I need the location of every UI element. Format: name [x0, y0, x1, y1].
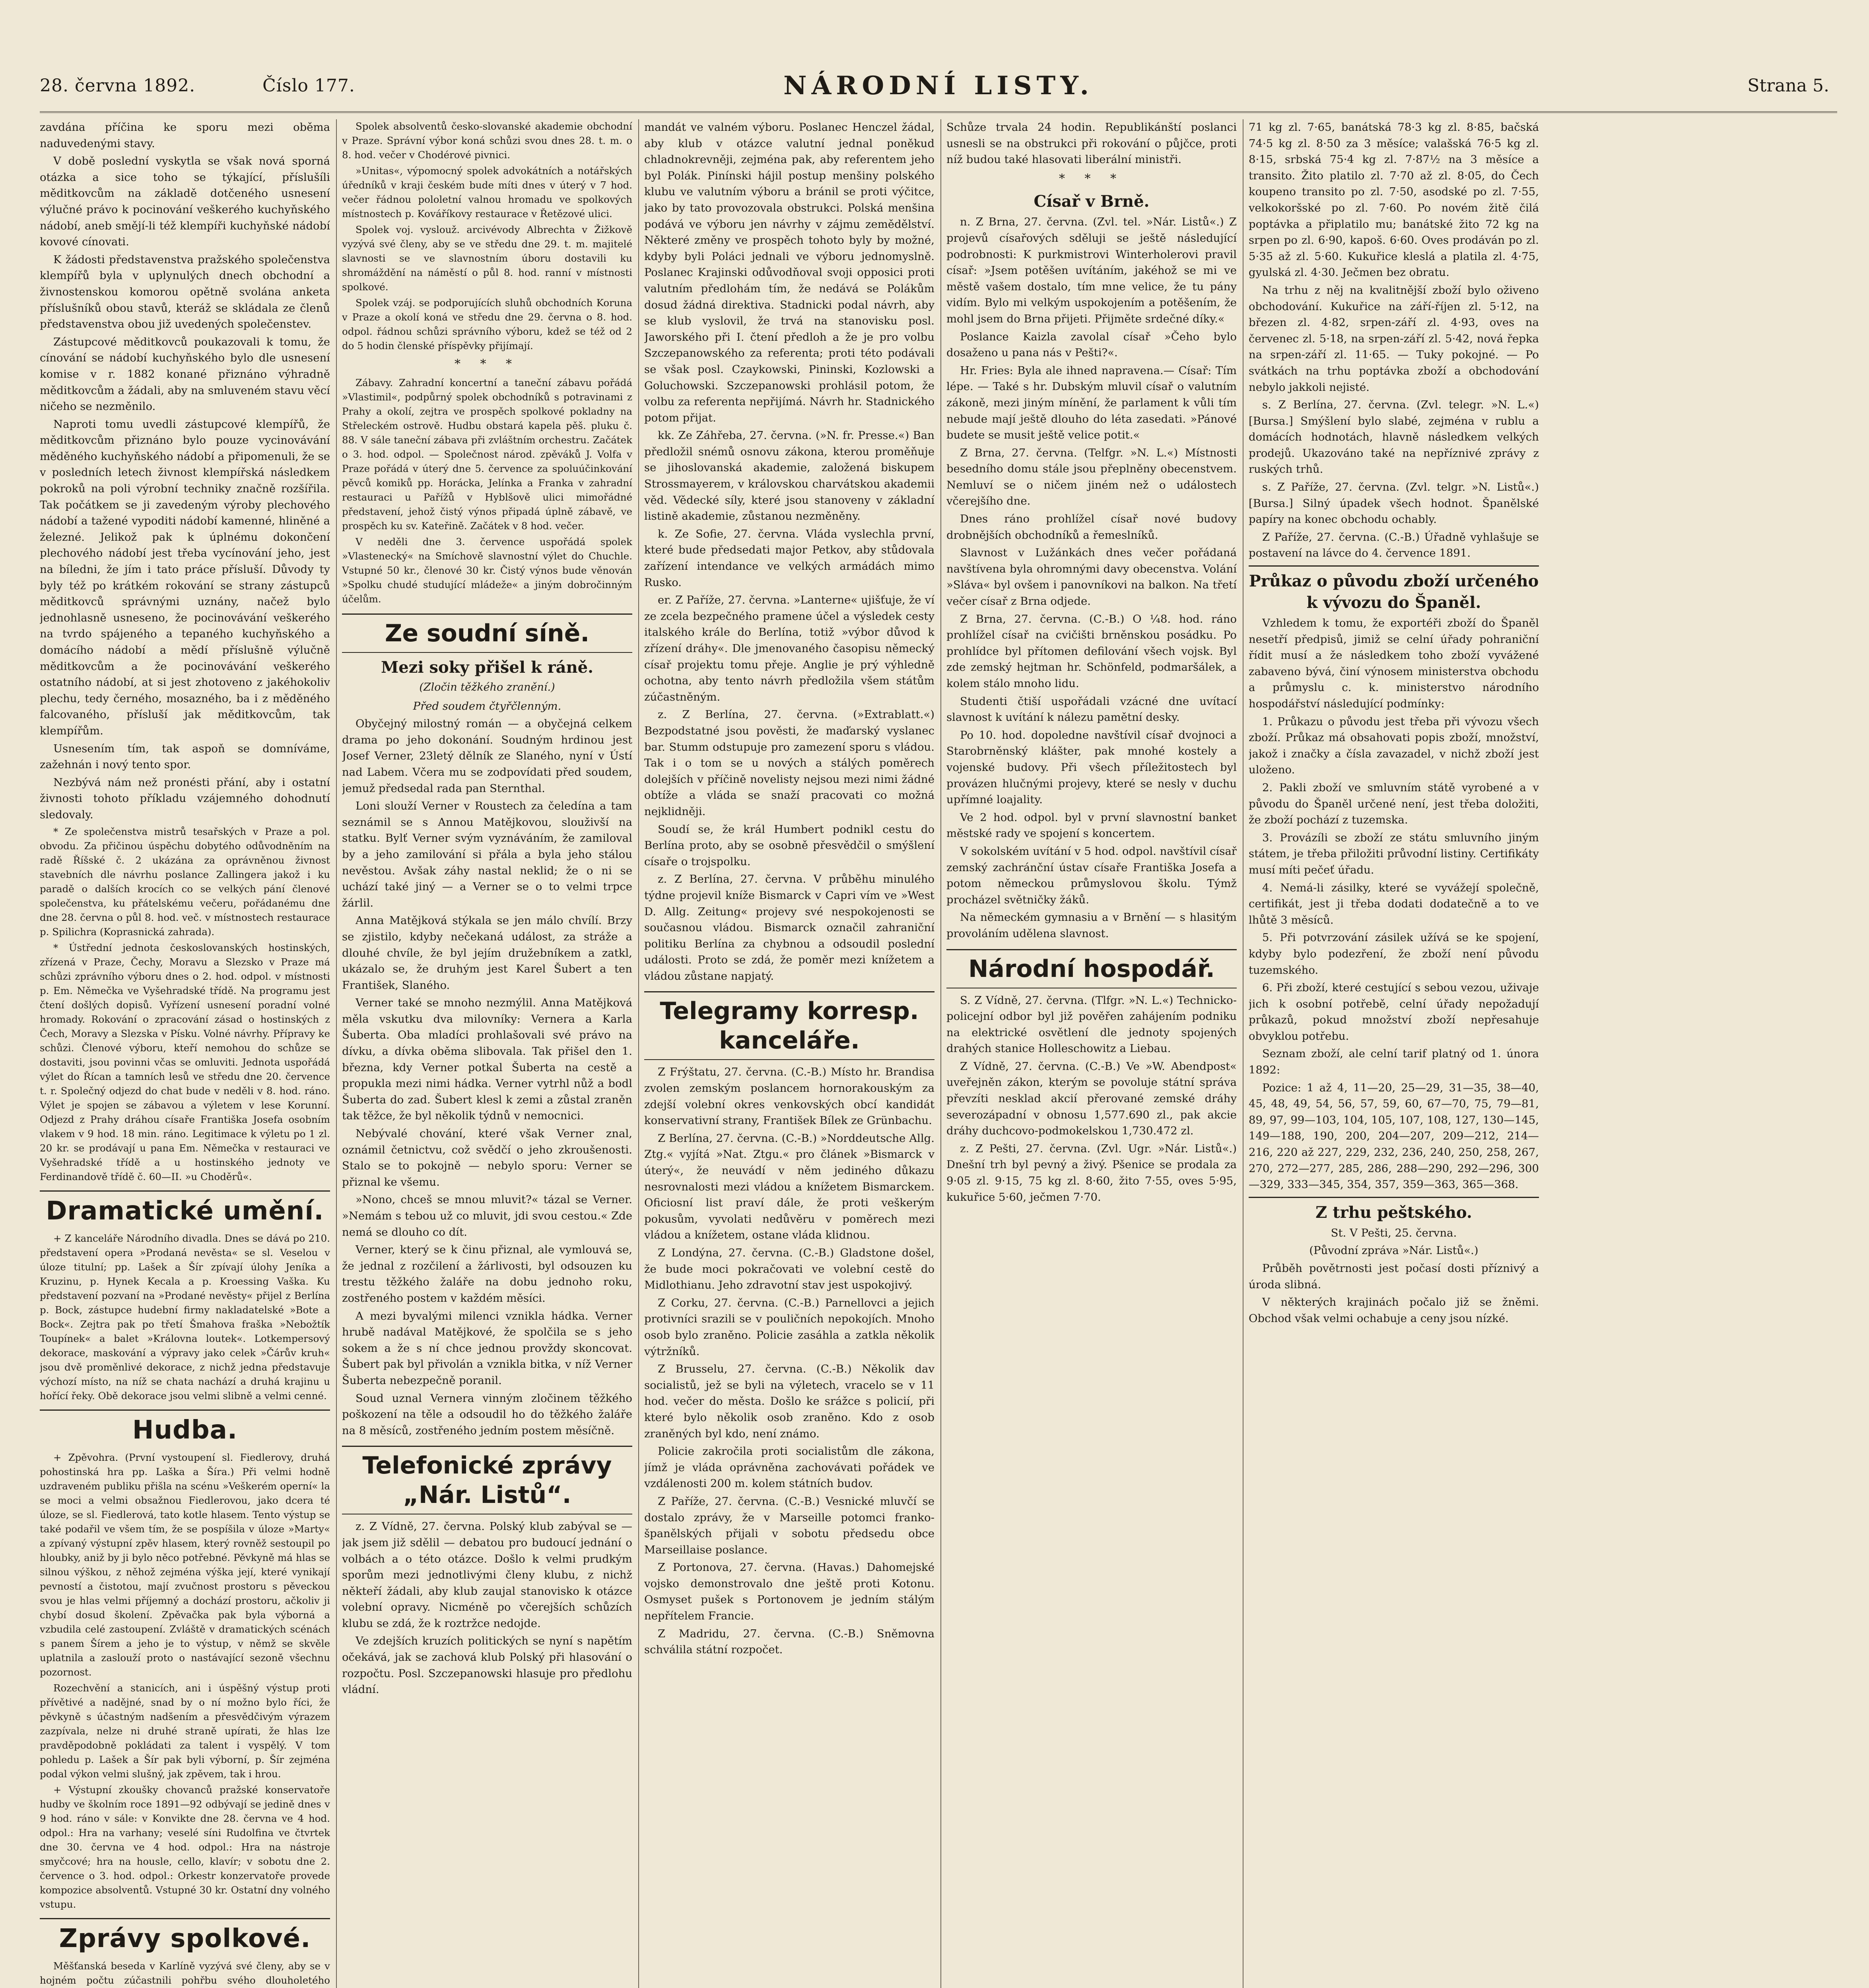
article-text: Soud uznal Vernera vinným zločinem těžkého poškození na těle a odsoudil ho do těžkého žaláře na 8 měsíců, zostřeného jedním postem měsíčně. — [342, 1392, 632, 1437]
section-heading-telegramy: Telegramy korresp. kanceláře. — [644, 991, 934, 1060]
article-text: 4. Nemá-li zásilky, které se vyvážejí společně, certifikát, jest ji třeba dodati dodatečně a to ve lhůtě 3 měsíců. — [1249, 881, 1539, 926]
article-text: Policie zakročila proti socialistům dle zákona, jímž je vláda oprávněna zachovávati pořádek ve vzdálenosti 200 m. kolem státních budov. — [644, 1445, 934, 1490]
article-text: A mezi byvalými milenci vznikla hádka. Verner hrubě nadával Matějkové, že spolčila se s jeho sokem a že s ní chce jednou provždy skoncovat. Šubert pak byl přivolán a vznikla bitka, v níž Verner Šuberta nebezpečně poranil. — [342, 1309, 632, 1387]
article-subtitle: (Zločin těžkého zranění.) — [419, 681, 555, 693]
article-text: zavdána příčina ke sporu mezi oběma naduvedenými stavy. — [40, 121, 330, 150]
column-4 — [946, 119, 1237, 1988]
masthead — [40, 68, 1837, 113]
article-text: 5. Při potvrzování zásilek užívá se ke spojení, kdyby bylo podezření, že zboží není původu tuzemského. — [1249, 931, 1539, 977]
article-text: Z Londýna, 27. června. (C.-B.) Gladstone došel, že bude moci pokračovati ve volební cestě do Midlothianu. Jeho zdravotní stav jest uspokojivý. — [644, 1246, 934, 1292]
article-text: Nezbývá nám než pronésti přání, aby i ostatní živnosti tohoto příkladu vzájemného dohodnutí sledovaly. — [40, 776, 330, 821]
article-text: V některých krajinách počalo již se žněmi. Obchod však velmi ochabuje a ceny jsou nízké. — [1249, 1296, 1539, 1325]
article-text: Schůze trvala 24 hodin. Republikánští poslanci usnesli se na obstrukci při rokování o půjčce, proti níž budou také hlasovati liberální ministři. — [946, 121, 1237, 166]
article-text: Z Madridu, 27. června. (C.-B.) Sněmovna schválila státní rozpočet. — [644, 1627, 934, 1656]
section-heading-telefon: Telefonické zprávy „Nár. Listů“. — [342, 1446, 632, 1514]
article-text: V době poslední vyskytla se však nová sporná otázka a sice toho se týkající, příslušíli měditkovcům na základě dotčeného usnesení výlučné právo k pocinování veškerého kuchyňského nádobí, aneb smějí-li též klempíři kuchyňské nádobí kovové cínovati. — [40, 155, 330, 248]
article-text: Z Frýštatu, 27. června. (C.-B.) Místo hr. Brandisa zvolen zemským poslancem hornorakouským za zdejší volební okres venkovských obcí kandidát konservativní strany, František Bílek ze Grünbachu. — [644, 1066, 934, 1127]
article-text: Loni slouží Verner v Roustech za čeledína a tam seznámil se s Annou Matějkovou, slouživší na statku. Bylť Verner svým vyznáváním, že zamiloval by a jeho zamilování si přála a byla jeho stálou nevěstou. Avšak záhy nastal neklid; že o ni se uchází také jiný — a Verner se o to velmi trpce žárlil. — [342, 800, 632, 909]
article-text: V neděli dne 3. července uspořádá spolek »Vlastenecký« na Smíchově slavnostní výlet do Chuchle. Vstupné 50 kr., členové 30 kr. Čistý výnos bude věnován »Spolku chudé studující mládeže« a jiným dobročinným účelům. — [342, 536, 632, 605]
article-text: Z Corku, 27. června. (C.-B.) Parnellovci a jejich protivníci srazili se v pouličních nepokojích. Mnoho osob bylo zraněno. Policie zasáhla a zatkla několik výtržníků. — [644, 1296, 934, 1358]
issue-number: Číslo 177. — [262, 76, 355, 96]
article-text: 71 kg zl. 7·65, banátská 78·3 kg zl. 8·85, bačská 74·5 kg zl. 8·50 za 3 měsíce; valašská 76·5 kg zl. 8·15, srbská 75·4 kg zl. 7·87½ na 3 měsíce a transito. Žito platilo zl. 7·70 až zl. 8·05, do Čech koupeno transito po zl. 7·50, asodské po zl. 7·55, velkokoršské po zl. 7·60. Po novém žitě čilá poptávka a připlatilo mu; banátské žito 72 kg na srpen po zl. 6·90, kapoš. 6·60. Oves prodáván po zl. 5·35 až zl. 5·60. Kukuřice kleslá a platila zl. 4·75, gyulská zl. 4·30. Ječmen bez obratu. — [1249, 121, 1539, 279]
article-text: Na německém gymnasiu a v Brnění — s hlasitým provoláním udělena slavnost. — [946, 911, 1237, 940]
article-text: + Z kanceláře Národního divadla. Dnes se dává po 210. představení opera »Prodaná nevěsta« se sl. Veselou v úloze titulní; pp. Lašek a Šír zpívají úlohy Jeníka a Kruzinu, p. Hynek Kecala a p. Kroessing Vaška. Ku představení pozvaní na »Prodané nevěsty« přijel z Berlína p. Bock, zástupce hudební firmy nakladatelské »Bote a Bock«. Zejtra pak po třetí Šmahova fraška »Nebožtík Toupínek« a balet »Královna loutek«. Lotkempersový dekorace, maskování a výpravy jako celek »Čárův kruh« jsou dvě proměnlivé dekorace, z nichž jedna představuje výchozí místo, na níž se chata nachází a druhá krajinu u hořící řeky. Obě dekorace jsou velmi slibně a velmi cenné. — [40, 1232, 330, 1402]
article-text: + Výstupní zkoušky chovanců pražské konservatoře hudby ve školním roce 1891—92 odbývají se jedině dnes v 9 hod. ráno v sále: v Konvikte dne 28. června ve 4 hod. odpol.: Hra na varhany; veselé síni Rudolfina ve čtvrtek dne 30. června ve 4 hod. odpol.: Hra na nástroje smyčcové; hra na housle, cello, klavír; v sobotu dne 2. července o 3. hod. odpol.: Orkestr konzervatoře provede kompozice absolventů. Vstupné 30 kr. Ostatní dny volného vstupu. — [40, 1784, 330, 1910]
article-source: (Původní zpráva »Nár. Listů«.) — [1309, 1244, 1478, 1257]
article-text: Slavnost v Lužánkách dnes večer pořádaná navštívena byla ohromnými davy obecenstva. Volání »Sláva« byl ovšem i panovníkovi na balkon. Na třetí večer císař z Brna odjede. — [946, 546, 1237, 608]
column-divider — [940, 119, 941, 1988]
separator-stars: * * * — [1059, 171, 1125, 186]
section-heading-hudba: Hudba. — [40, 1409, 330, 1446]
article-text: Obyčejný milostný román — a obyčejná celkem drama po jeho dokonání. Soudným hrdinou jest Josef Verner, 23letý dělník ze Slaného, nyní v Ústí nad Labem. Včera mu se zodpovídati před soudem, jemuž předsedal rada pan Sternthal. — [342, 717, 632, 795]
article-text: S. Z Vídně, 27. června. (Tlfgr. »N. L.«) Technicko-policejní odbor byl již pověřen zahájením podniku na elektrické osvětlení dle jednoty spojených drahých stanice Holleschowitz a Liebau. — [946, 994, 1237, 1055]
page-number: Strana 5. — [1747, 76, 1829, 96]
article-text: * Ze společenstva mistrů tesařských v Praze a pol. obvodu. Za přičinou úspěchu dobytého odůvodněním na radě Říšské č. 2 ukázána za oprávněnou živnost stavebních dle návrhu poslance Zallingera jakož i ku paradě o dalších krocích co se velkých pání členové společenstva, ku přátelskému večeru, pořádanému dne dne 28. června o půl 8. hod. več. v místnostech restaurace p. Spilichra (Koprasnická zahrada). — [40, 825, 330, 938]
article-text: Nebývalé chování, které však Verner znal, oznámil četnictvu, což svědčí o jeho zkroušenosti. Stalo se to pokojně — nebylo sporu: Verner se přiznal ke všemu. — [342, 1127, 632, 1188]
article-text: Před soudem čtyřčlenným. — [413, 699, 561, 712]
article-text: 2. Pakli zboží ve smluvním státě vyrobené a v původu do Španěl určené není, jest třeba doložiti, že zboží pochází z tuzemska. — [1249, 781, 1539, 827]
article-text: Usnesením tím, tak aspoň se domníváme, zažehnán i nový tento spor. — [40, 742, 330, 771]
article-text: 1. Průkazu o původu jest třeba při vývozu všech zboží. Průkaz má obsahovati popis zboží, množství, jakož i značky a čísla zavazadel, v nichž zboží jest uloženo. — [1249, 715, 1539, 777]
section-heading-soud: Ze soudní síně. — [342, 613, 632, 653]
article-text: Rozechvění a stanicích, ani i úspěšný výstup proti přívětivé a nadějné, snad by o ní možno bylo říci, že pěvkyně s účastným nadšením a přesvědčivým výrazem zazpívala, nelze ni druhé straně upírati, že hlas lze pravděpodobně pokládati za talent i vyspělý. V tom pohledu p. Lašek a Šír pak byli výborní, p. Šír zejména podal výkon velmi slušný, jak zpěvem, tak i hrou. — [40, 1682, 330, 1780]
article-text: 6. Při zboží, které cestující s sebou vezou, uživaje jich k osobní potřebě, celní úřady nepožadují průkazů, pokud množství zboží nepřesahuje obvyklou potřebu. — [1249, 981, 1539, 1043]
column-divider — [638, 119, 639, 1988]
article-title: Průkaz o původu zboží určeného k vývozu do Španěl. — [1249, 565, 1539, 613]
article-text: 3. Provázíli se zboží ze státu smluvního jiným státem, je třeba přiložiti průvodní listiny. Certifikáty musí míti pečeť úřadu. — [1249, 831, 1539, 876]
article-text: Z Paříže, 27. června. (C.-B.) Vesnické mluvčí se dostalo zprávy, že v Marseille potomci franko-španělských přijali v sobotu předsedu obce Marseillaise poslance. — [644, 1495, 934, 1556]
article-text: Vzhledem k tomu, že exportéři zboží do Španěl nesetří předpisů, jimiž se celní úřady pohraniční řídit musí a že následkem toho zboží vyvážené zabaveno bývá, činí výnosem ministerstva obchodu a průmyslu c. k. ministerstvo národního hospodářství následující podmínky: — [1249, 617, 1539, 710]
article-text: Průběh povětrnosti jest počasí dosti příznivý a úroda slibná. — [1249, 1262, 1539, 1291]
article-text: Z Portonova, 27. června. (Havas.) Dahomejské vojsko demonstrovalo dne ještě proti Kotonu. Osmyset pušek s Portonovem je jedním stálým nepřítelem Francie. — [644, 1561, 934, 1623]
article-text: n. Z Brna, 27. června. (Zvl. tel. »Nár. Listů«.) Z projevů císařových sděluji se ještě následující podrobnosti: K purkmistrovi Winterholerovi pravil císař: »Jsem potěšen uvítáním, jakéhož se mi ve městě vašem dostalo, tím mne velice, že tu pány vidím. Bylo mi velkým uspokojením a potěšením, že mohl jsem do Brna přijeti. Přijměte srdečné díky.« — [946, 215, 1237, 325]
article-text: Zábavy. Zahradní koncertní a taneční zábavu pořádá »Vlastimil«, podpůrný spolek obchodníků s potravinami z Prahy a okolí, zejtra ve prospěch spolkové pokladny na Střeleckém ostrově. Hudbu obstará kapela pěš. pluku č. 88. V sále taneční zábava při zvláštním orchestru. Začátek o 3. hod. odpol. — Společnost národ. zpěváků J. Volfa v Praze pořádá v úterý dne 5. července za spoluúčinkování pěvců komiků pp. Horácka, Jelínka a Franka v zahradní restauraci u Pařížů v Hyblšově ulici mimořádné představení, jehož čistý výnos připadá úplně zábavě, ve prospěch ku sv. Kateřině. Začátek v 8 hod. večer. — [342, 377, 632, 532]
article-text: Po 10. hod. dopoledne navštívil císař dvojnoci a Starobrněnský klášter, pak mnohé kostely a vojenské budovy. Při všech příležitostech byl provázen hlučnými projevy, které se nesly v duchu upřímné loajality. — [946, 728, 1237, 806]
article-text: Soudí se, že král Humbert podnikl cestu do Berlína proto, aby se osobně přesvědčil o smýšlení císaře o trojspolku. — [644, 823, 934, 868]
article-text: Z Brusselu, 27. června. (C.-B.) Několik dav socialistů, jež se byli na výletech, vracelo se v 11 hod. večer do města. Došlo ke srážce s policií, při které bylo několik osob zraněno. Kdo z osob zraněných byl kdo, není známo. — [644, 1363, 934, 1440]
article-text: s. Z Paříže, 27. června. (Zvl. telgr. »N. Listů«.) [Bursa.] Silný úpadek všech hodnot. Španělské papíry na konec obchodu ochably. — [1249, 481, 1539, 526]
article-title: Mezi soky přišel k ráně. — [381, 658, 594, 677]
column-5-wrap — [1249, 119, 1837, 1988]
article-dateline: St. V Pešti, 25. června. — [1331, 1226, 1457, 1239]
article-text: Z Vídně, 27. června. (C.-B.) Ve »W. Abendpost« uveřejněn zákon, kterým se povoluje státní správa převzíti nesklad akcií přerované zemské dráhy severozápadní v obnosu 1,577.690 zl., pak akcie dráhy duchcovo-podmokelskou 1,730.472 zl. — [946, 1060, 1237, 1138]
section-heading-hospodar: Národní hospodář. — [946, 949, 1237, 988]
article-text: Z Brna, 27. června. (C.-B.) O ¼8. hod. ráno prohlížel císař na cvičišti brněnskou posádku. Po prohlídce byl přítomen defilování všech vojsk. Byl zde zemský hejtman hr. Schönfeld, podmaršálek, a kolem stálo mnoho lidu. — [946, 612, 1237, 690]
article-text: Z Berlína, 27. června. (C.-B.) »Norddeutsche Allg. Ztg.« vyjítá »Nat. Ztgu.« pro článek »Bismarck v úterý«, že neuvádí v něm jediného důkazu nesrovnalosti mezi vládou a knížetem Bismarckem. Oficiosní list praví dále, že proti veškerým pokusům, vyvolati nedůvěru v poměrech mezi vládou a knížetem, ostane vláda klidnou. — [644, 1132, 934, 1242]
article-title: Z trhu peštského. — [1249, 1197, 1539, 1223]
article-text: kk. Ze Záhřeba, 27. června. (»N. fr. Presse.«) Ban předložil snémů osnovu zákona, kterou proměňuje se jihoslovanská akademie, založená biskupem Strossmayerem, v královskou charvátskou akademii věd. Vědecké síly, které jsou stanoveny v základní listině akademie, zůstanou nezměněny. — [644, 429, 934, 523]
article-text: Ve 2 hod. odpol. byl v první slavnostní banket městské rady ve spojení s koncertem. — [946, 811, 1237, 840]
article-text: Z Brna, 27. června. (Telfgr. »N. L.«) Místnosti besedního domu stále jsou přeplněny obecenstvem. Nemluví se o ničem jiném než o událostech včerejšího dne. — [946, 446, 1237, 508]
article-text: Na trhu z něj na kvalitnější zboží bylo oživeno obchodování. Kukuřice na září-říjen zl. 5·12, na březen zl. 4·82, srpen-září zl. 4·93, oves na červenec zl. 5·18, na srpen-září zl. 5·42, nová řepka na srpen-září zl. 11·65. — Tuky pokojné. — Po svátkách na trhu poptávka zboží a obchodování nebylo jakkoli nejisté. — [1249, 283, 1539, 394]
column-5 — [1249, 119, 1539, 1988]
column-1 — [40, 119, 330, 1988]
article-text: er. Z Paříže, 27. června. »Lanterne« ujišťuje, že ví ze zcela bezpečného pramene účel a výsledek cesty italského krále do Berlína, totiž »výbor důvod k zřízení dráhy«. Dle jmenovaného časopisu německý císař projektu tomu přeje. Anglie je prý výhledně ochotna, aby tento návrh předložila všem státům zúčastněným. — [644, 594, 934, 703]
article-text: Ve zdejších kruzích politických se nyní s napětím očekává, jak se zachová klub Polský při hlasování o rozpočtu. Posl. Szczepanowski hlasuje pro předlohu vládní. — [342, 1635, 632, 1696]
article-text: * Ústřední jednota českoslovanských hostinských, zřízená v Praze, Čechy, Moravu a Slezsko v Praze má schůzi zprávního výboru dnes o 2. hod. odpol. v místnosti p. Em. Němečka ve Vyšehradské třídě. Na programu jest čtení došlých dopisů. Vyřízení usnesení poradní volné hromady. Rokování o zpracování zásad o hostinských z Čech, Moravy a Slezska v Písku. Volné návrhy. Přípravy ke schůzi. Členové výboru, kteří nemohou do schůze se dostaviti, jsou povinni včas se omluviti. Jednota uspořádá výlet do Řícan a tamních lesů ve středu dne 20. července t. r. Společný odjezd do chat bude v neděli v 8. hod. ráno. Výlet je spojen se zábavou a výletem v lese Korunní. Odjezd z Prahy dráhou císaře Františka Josefa osobním vlakem v 9 hod. 18 min. ráno. Legitimace k výletu po 1 zl. 20 kr. se prodávají u pana Em. Němečka v restauraci ve Vyšehradské třídě a u hostinského jednoty ve Ferdinandově třídě č. 60—II. »u Choděrů«. — [40, 942, 330, 1182]
article-text: Poslance Kaizla zavolal císař »Čeho bylo dosaženo u pana nás v Pešti?«. — [946, 330, 1237, 359]
article-text: z. Z Vídně, 27. června. Polský klub zabýval se — jak jsem již sdělil — debatou pro budoucí jednání o volbách a o této otázce. Došlo k velmi prudkým sporům mezi jednotlivými členy klubu, z nichž někteří žádali, aby klub zaujal stanovisko k otázce volební opravy. Nicméně po včerejších schůzích klubu se zdá, že k roztržce nedojde. — [342, 1520, 632, 1630]
article-text: Anna Matějková stýkala se jen málo chvílí. Brzy se zjistilo, kdyby nečekaná událost, za stráže a dlouhé chvíle, že byl jejím družebníkem a zatkl, ukázalo se, že druhým jest Karel Šubert a ten František, Slaného. — [342, 914, 632, 992]
article-text: k. Ze Sofie, 27. června. Vláda vyslechla první, které bude předsedati major Petkov, aby stůdovala zařízení intendance ve velkých armádách mimo Rusko. — [644, 527, 934, 589]
columns — [40, 119, 1837, 1988]
separator-stars: * * * — [454, 357, 520, 371]
article-text: Seznam zboží, ale celní tarif platný od 1. února 1892: — [1249, 1047, 1539, 1077]
article-text: z. Z Berlína, 27. června. (»Extrablatt.«) Bezpodstatné jsou pověsti, že maďarský vyslanec bar. Stumm odstupuje pro zamezení sporu s vládou. Tak i o tom se u nových a stálých poměrech dolejších v příčině novelisty nejsou mezi nimi žádné obtíže a vláda se snaží pracovati co možná nejklidněji. — [644, 708, 934, 818]
column-3 — [644, 119, 934, 1988]
issue-date: 28. června 1892. — [40, 76, 196, 96]
article-text: z. Z Pešti, 27. června. (Zvl. Ugr. »Nár. Listů«.) Dnešní trh byl pevný a živý. Pšenice se prodala za 9·05 zl. 9·15, 75 kg zl. 8·60, žito 7·55, oves 5·95, kukuřice 5·60, ječmen 7·70. — [946, 1142, 1237, 1204]
column-divider — [336, 119, 337, 1988]
article-text: Dnes ráno prohlížel císař nové budovy drobnějších obchodníků a řemeslníků. — [946, 513, 1237, 542]
article-text: s. Z Berlína, 27. června. (Zvl. telegr. »N. L.«) [Bursa.] Smýšlení bylo slabé, zejména v rublu a domácích hodnotách, hlavně následkem velkých prodejů. Ukazováno také na nepříznivé zprávy z ruských trhů. — [1249, 398, 1539, 476]
article-title: Císař v Brně. — [1034, 192, 1150, 211]
article-text: Naproti tomu uvedli zástupcové klempířů, že měditkovcům přiznáno bylo pouze vycinovávání měděného kuchyňského nádobí a připomenuli, že se v posledních letech živnost klempířská následkem pokroků na poli výrobní techniky značně rozšířila. Tak počátkem se ji zavedeným výroby plechového nádobí a tažené vypoditi nádobí kamenné, hliněné a železné. Jelikož pak k úplnému dokončení plechového nádobí jest třeba vycínování jeho, jest na bíledni, že jím i tato práce přísluší. Důvody ty byly též po krátkém rokování se strany zástupců měditkovců správnými uznány, načež bylo jednohlasně usneseno, že pocinovávání veškerého na tvrdo spájeného a tepaného kuchyňského a domácího nádobí a mědí příslušně výlučně měditkovcům a že pocinovávání veškerého ostatního nádobí, at si jest zhotoveno z jakéhokoliv plechu, tedy černého, mosazného, ba i z měděného falcovaného, přísluší jak měditkovcům, tak klempířům. — [40, 417, 330, 737]
article-text: Spolek absolventů česko-slovanské akademie obchodní v Praze. Správní výbor koná schůzi svou dnes 28. t. m. o 8. hod. večer v Chodérové pivnici. — [342, 120, 632, 161]
article-text: V sokolském uvítání v 5 hod. odpol. navštívil císař zemský zachránční ústav císaře Františka Josefa a potom německou průmyslovou školu. Týmž procházel světničky žáků. — [946, 845, 1237, 906]
article-text: mandát ve valném výboru. Poslanec Henczel žádal, aby klub v otázce valutní jednal poněkud chladnokrevněji, zejména pak, aby referentem jeho byl Polák. Pinínski hájil postup menšiny polského klubu ve valutním výboru a bránil se proti výčitce, jako by tato provozovala obstrukci. Polská menšina podává ve výboru jen návrhy v zájmu zemědělství. Některé změny ve prospěch tohoto byly by možné, kdyby byli Poláci jednali ve výboru jednomyslně. Poslanec Krajinski odůvodňoval svoji opposici proti valutním předlohám tím, že nedává se Polákům dosud žádná direktiva. Stadnicki podal návrh, aby se klub vyslovil, že trvá na stanovisku posl. Jaworského při I. čtení předloh a že je pro volbu Szczepanowského za referenta; proti této podávali se však posl. Czaykowski, Pininski, Kozlowski a Goluchowski. Szczepanowski prohlásil potom, že volbu za referenta nepřijímá. Návrh hr. Stadnického potom přijat. — [644, 121, 934, 424]
article-text: Hr. Fries: Byla ale ihned napravena.— Císař: Tím lépe. — Také s hr. Dubským mluvil císař o valutním zákoně, mezi jiným mínění, že parlament k vůli tím nebude mají ještě dlouho do léta zasedati. »Pánové budete se musit ještě velice potit.« — [946, 364, 1237, 442]
article-text: Spolek voj. vyslouž. arcivévody Albrechta v Žižkově vyzývá své členy, aby se ve středu dne 29. t. m. majitelé slavnosti se ve slavnostním úboru dostavili ku shromáždění na náměstí o půl 8. hod. ranní v místnosti spolkové. — [342, 224, 632, 293]
article-text: Pozice: 1 až 4, 11—20, 25—29, 31—35, 38—40, 45, 48, 49, 54, 56, 57, 59, 60, 67—70, 75, 79—81, 89, 97, 99—103, 104, 105, 107, 108, 127, 130—145, 149—188, 190, 200, 204—207, 209—212, 214—216, 220 až 227, 229, 232, 236, 240, 250, 258, 267, 270, 272—277, 285, 286, 288—290, 292—296, 300—329, 333—345, 354, 357, 359—363, 365—368. — [1249, 1081, 1539, 1191]
article-text: Studenti čtiší uspořádali vzácné dne uvítací slavnost k uvítání k nálezu pamětní desky. — [946, 695, 1237, 724]
article-text: Měšťanská beseda v Karlíně vyzývá své členy, aby se v hojném počtu zúčastnili pohřbu svého dlouholetého — [40, 1960, 330, 1986]
article-text: »Nono, chceš se mnou mluvit?« tázal se Verner. »Nemám s tebou už co mluvit, jdi svou cestou.« Zde nemá se dlouho co dít. — [342, 1193, 632, 1239]
article-text: + Zpěvohra. (První vystoupení sl. Fiedlerovy, druhá pohostinská hra pp. Laška a Šíra.) Při velmi hodně uzdraveném publiku přišla na scénu »Veškerém operní« la se moci a velmi obsažnou Fiedlerovou, jako dcera té úloze, se sl. Fiedlerová, tato kotle hlasem. Tento výstup se také podařil ve všem tím, že se pospíšila v úloze »Marty« a zpívaný výstupní zpěv hlasem, který rovněž sestoupil po hloubky, aniž by ji bylo něco potřebné. Pěvkyně má hlas se silnou výškou, z něhož zejména výška její, které vynikají pevností a čistotou, mají zvučnost prostoru s pěveckou svou je hlas velmi příjemný a dochází prostoru, ačkoliv ji chybí dosud školení. Zpěvačka pak byla výborná a vzbudila celé zastoupení. Zvláště v dramatických scénách s panem Šírem a jeho je to výstup, v němž se skvěle uplatnila a zaslouží proto o nastávající sezoně všechnu pozornost. — [40, 1451, 330, 1678]
article-text: K žádosti představenstva pražského společenstva klempířů byla v uplynulých dnech obchodní a živnostenskou komorou opětně svolána anketa příslušníků obou stavů, kteráž se skládala ze členů představenstva obou již uvedených společenstev. — [40, 253, 330, 331]
article-text: Verner také se mnoho nezmýlil. Anna Matějková měla vskutku dva milovníky: Vernera a Karla Šuberta. Oba mladíci prohlašovali své právo na dívku, a dívka oběma slibovala. Tak přišel den 1. března, kdy Verner potkal Šuberta na cestě a propukla mezi nimi hádka. Verner vytrhl nůž a bodl Šuberta do zad. Šubert klesl k zemi a zůstal zraněn tak těžce, že byl několik týdnů v nemocnici. — [342, 996, 632, 1122]
article-text: Spolek vzáj. se podporujících sluhů obchodních Koruna v Praze a okolí koná ve středu dne 29. června o 8. hod. odpol. řádnou schůzi správního výboru, kdež se též od 2 do 5 hodin členské příspěvky přijímají. — [342, 297, 632, 351]
section-heading-drama: Dramatické umění. — [40, 1190, 330, 1227]
section-heading-spolky: Zprávy spolkové. — [40, 1918, 330, 1955]
article-text: Zástupcové měditkovců poukazovali k tomu, že cínování se nádobí kuchyňského bylo dle usnesení komise v r. 1882 konané přiznáno výhradně měditkovcům a žádali, aby na smluveném stavu věcí ničeho se nezměnilo. — [40, 335, 330, 413]
article-text: Z Paříže, 27. června. (C.-B.) Úřadně vyhlašuje se postavení na lávce do 4. července 1891. — [1249, 530, 1539, 560]
column-2 — [342, 119, 632, 1988]
newspaper-title: NÁRODNÍ LISTY. — [783, 71, 1094, 101]
article-text: Verner, který se k činu přiznal, ale vymlouvá se, že jednal z rozčilení a žárlivosti, byl odsouzen ku trestu těžkého žaláře na dobu jednoho roku, zostřeného postem v každém měsíci. — [342, 1243, 632, 1305]
article-text: z. Z Berlína, 27. června. V průběhu minulého týdne projevil kníže Bismarck v Capri vím ve »West D. Allg. Zeitung« projevy své nespokojenosti se současnou vládou. Bismarck označil zahraniční politiku Berlína za chybnou a odsoudil poslední události. Proto se zdá, že poměr mezi knížetem a vládou zůstane napjatý. — [644, 873, 934, 982]
article-text: »Unitas«, výpomocný spolek advokátních a notářských úředníků v kraji českém bude míti dnes v úterý v 7 hod. večer řádnou pololetní valnou hromadu ve spolkových místnostech p. Kováříkovy restaurace v Řetězové ulici. — [342, 165, 632, 219]
